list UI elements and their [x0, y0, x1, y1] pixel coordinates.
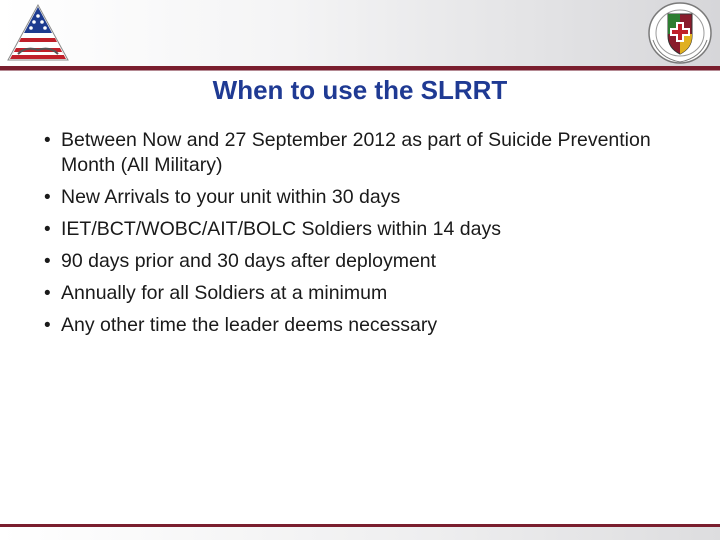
flag-triangle-logo-icon	[4, 2, 72, 64]
bullet-text: Between Now and 27 September 2012 as part of Suicide Prevention Month (All Military)	[61, 129, 651, 176]
bullet-text: IET/BCT/WOBC/AIT/BOLC Soldiers within 14 days	[61, 218, 501, 240]
bullet-text: Annually for all Soldiers at a minimum	[61, 282, 388, 304]
header-divider-thin	[0, 70, 720, 71]
bullet-list	[42, 128, 692, 345]
footer-band	[0, 527, 720, 540]
slide-title: When to use the SLRRT	[212, 75, 508, 105]
bullet-dot-icon: •	[44, 187, 51, 208]
bullet-dot-icon: •	[44, 283, 51, 304]
list-item	[42, 313, 692, 338]
list-item	[42, 281, 692, 306]
header-band	[0, 0, 720, 66]
bullet-dot-icon: •	[44, 315, 51, 336]
list-item	[42, 128, 692, 178]
bullet-text: 90 days prior and 30 days after deployment	[61, 250, 437, 272]
medical-command-crest-icon	[645, 0, 715, 66]
list-item	[42, 185, 692, 210]
bullet-text: Any other time the leader deems necessary	[61, 314, 438, 336]
bullet-dot-icon: •	[44, 130, 51, 151]
list-item	[42, 249, 692, 274]
bullet-dot-icon: •	[44, 219, 51, 240]
bullet-text: New Arrivals to your unit within 30 days	[61, 186, 401, 208]
list-item	[42, 217, 692, 242]
bullet-dot-icon: •	[44, 251, 51, 272]
